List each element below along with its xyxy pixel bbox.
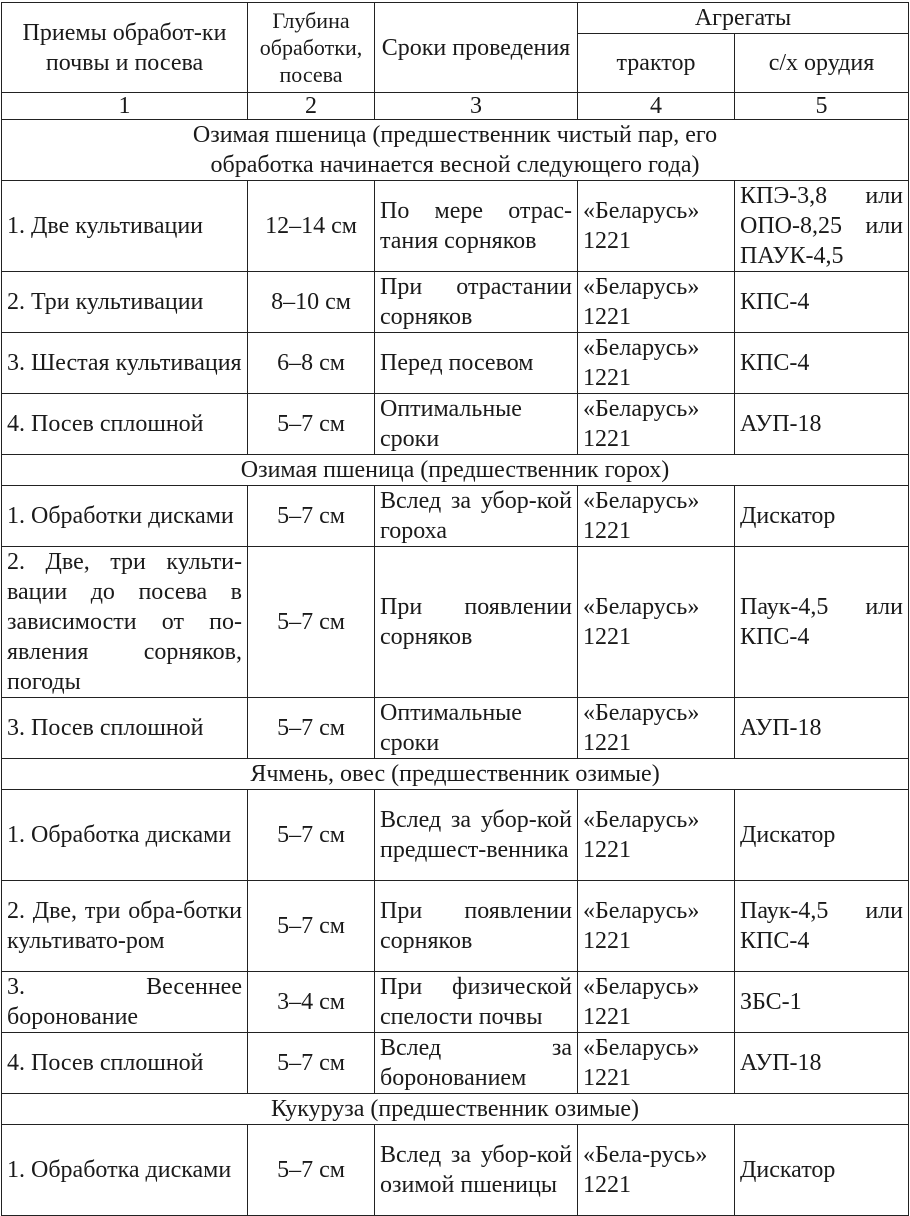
column-number: 5	[735, 93, 909, 120]
table-row	[2, 881, 909, 972]
implement-cell: КПЭ-3,8 или ОПО-8,25 или ПАУК-4,5	[735, 181, 909, 272]
operation-cell: 1. Обработки дисками	[2, 486, 248, 547]
tractor-cell: «Беларусь» 1221	[578, 1033, 735, 1094]
tractor-cell: «Беларусь» 1221	[578, 181, 735, 272]
header-depth: Глубина обработки, посева	[248, 3, 375, 93]
operation-cell: 3. Весеннее боронование	[2, 972, 248, 1033]
depth-cell: 5–7 см	[248, 790, 375, 881]
depth-cell: 5–7 см	[248, 1125, 375, 1216]
operation-cell: 1. Две культивации	[2, 181, 248, 272]
column-number: 3	[375, 93, 578, 120]
section-title-text: Озимая пшеница (предшественник чистый пар, его обработка начинается весной следующего года)	[192, 122, 718, 178]
operation-cell: 3. Посев сплошной	[2, 698, 248, 759]
timing-cell: Вслед за убор-кой предшест-венника	[375, 790, 578, 881]
operation-cell: 3. Шестая культивация	[2, 333, 248, 394]
timing-cell: Оптимальные сроки	[375, 698, 578, 759]
table-row	[2, 972, 909, 1033]
tillage-table	[1, 2, 909, 1216]
table-row	[2, 272, 909, 333]
header-implements: с/х орудия	[735, 34, 909, 93]
depth-cell: 5–7 см	[248, 698, 375, 759]
timing-cell: Перед посевом	[375, 333, 578, 394]
header-operations: Приемы обработ-ки почвы и посева	[2, 3, 248, 93]
column-number: 4	[578, 93, 735, 120]
timing-cell: Вслед за боронованием	[375, 1033, 578, 1094]
table-row	[2, 1125, 909, 1216]
operation-cell: 4. Посев сплошной	[2, 394, 248, 455]
header-tractor: трактор	[578, 34, 735, 93]
operation-cell: 2. Три культивации	[2, 272, 248, 333]
depth-cell: 6–8 см	[248, 333, 375, 394]
tractor-cell: «Беларусь» 1221	[578, 790, 735, 881]
implement-cell: Дискатор	[735, 1125, 909, 1216]
timing-cell: При физической спелости почвы	[375, 972, 578, 1033]
tractor-cell: «Беларусь» 1221	[578, 698, 735, 759]
depth-cell: 5–7 см	[248, 1033, 375, 1094]
timing-cell: При появлении сорняков	[375, 881, 578, 972]
table-row	[2, 547, 909, 698]
timing-cell: При появлении сорняков	[375, 547, 578, 698]
depth-cell: 5–7 см	[248, 394, 375, 455]
depth-cell: 5–7 см	[248, 881, 375, 972]
section-header-row	[2, 1094, 909, 1125]
table-row	[2, 333, 909, 394]
implement-cell: КПС-4	[735, 272, 909, 333]
implement-cell: ЗБС-1	[735, 972, 909, 1033]
tractor-cell: «Беларусь» 1221	[578, 486, 735, 547]
table-row	[2, 394, 909, 455]
table-row	[2, 698, 909, 759]
implement-cell: Паук-4,5 или КПС-4	[735, 547, 909, 698]
tractor-cell: «Беларусь» 1221	[578, 394, 735, 455]
header-timing: Сроки проведения	[375, 3, 578, 93]
implement-cell: АУП-18	[735, 394, 909, 455]
operation-cell: 2. Две, три обра-ботки культивато-ром	[2, 881, 248, 972]
header-aggregates: Агрегаты	[578, 3, 909, 34]
operation-cell: 1. Обработка дисками	[2, 790, 248, 881]
column-number: 2	[248, 93, 375, 120]
section-header-row	[2, 759, 909, 790]
tractor-cell: «Беларусь» 1221	[578, 333, 735, 394]
depth-cell: 12–14 см	[248, 181, 375, 272]
implement-cell: КПС-4	[735, 333, 909, 394]
tractor-cell: «Беларусь» 1221	[578, 272, 735, 333]
depth-cell: 5–7 см	[248, 547, 375, 698]
timing-cell: Оптимальные сроки	[375, 394, 578, 455]
implement-cell: АУП-18	[735, 698, 909, 759]
tractor-cell: «Беларусь» 1221	[578, 547, 735, 698]
table-row	[2, 790, 909, 881]
section-title: Озимая пшеница (предшественник горох)	[2, 455, 909, 486]
implement-cell: АУП-18	[735, 1033, 909, 1094]
depth-cell: 3–4 см	[248, 972, 375, 1033]
table-row	[2, 181, 909, 272]
section-title	[2, 120, 909, 181]
section-title: Кукуруза (предшественник озимые)	[2, 1094, 909, 1125]
table-row	[2, 486, 909, 547]
section-header-row	[2, 120, 909, 181]
tractor-cell: «Беларусь» 1221	[578, 972, 735, 1033]
implement-cell: Паук-4,5 или КПС-4	[735, 881, 909, 972]
column-number: 1	[2, 93, 248, 120]
timing-cell: При отрастании сорняков	[375, 272, 578, 333]
tractor-cell: «Беларусь» 1221	[578, 881, 735, 972]
tractor-cell: «Бела-русь» 1221	[578, 1125, 735, 1216]
implement-cell: Дискатор	[735, 790, 909, 881]
section-title: Ячмень, овес (предшественник озимые)	[2, 759, 909, 790]
operation-cell: 1. Обработка дисками	[2, 1125, 248, 1216]
timing-cell: Вслед за убор-кой озимой пшеницы	[375, 1125, 578, 1216]
header-row	[2, 3, 909, 34]
operation-cell: 2. Две, три культи-вации до посева в зависимости от по-явления сорняков, погоды	[2, 547, 248, 698]
operation-cell: 4. Посев сплошной	[2, 1033, 248, 1094]
table-row	[2, 1033, 909, 1094]
depth-cell: 8–10 см	[248, 272, 375, 333]
timing-cell: По мере отрас-тания сорняков	[375, 181, 578, 272]
depth-cell: 5–7 см	[248, 486, 375, 547]
implement-cell: Дискатор	[735, 486, 909, 547]
section-header-row	[2, 455, 909, 486]
timing-cell: Вслед за убор-кой гороха	[375, 486, 578, 547]
column-numbers-row	[2, 93, 909, 120]
